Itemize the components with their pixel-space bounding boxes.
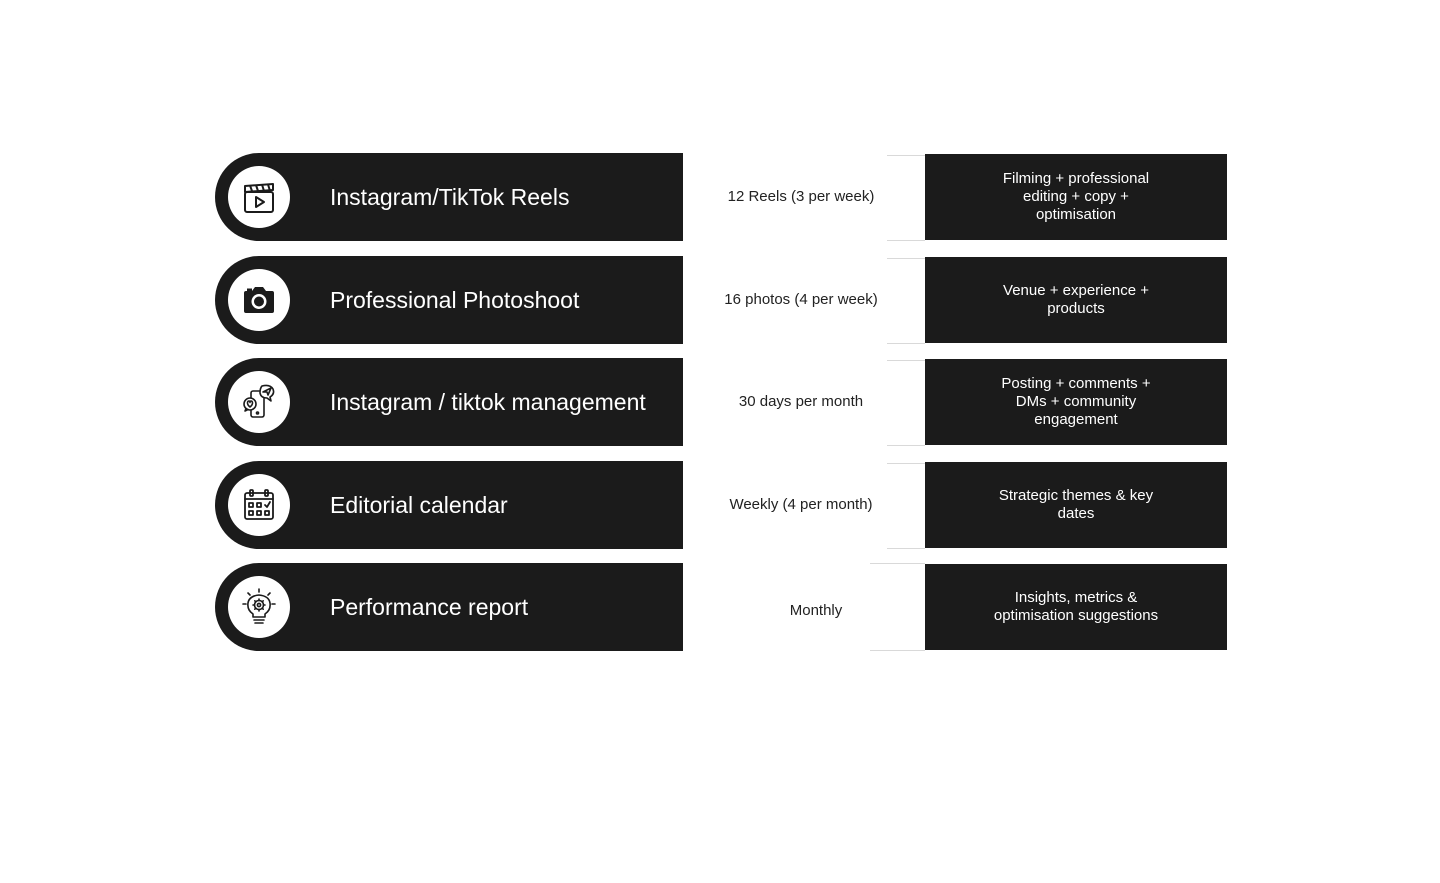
- service-details: [925, 564, 1227, 650]
- service-pill: [215, 461, 683, 549]
- service-details: [925, 462, 1227, 548]
- divider-line: [870, 563, 925, 564]
- service-title: Professional Photoshoot: [330, 286, 580, 313]
- social-phone-icon: [239, 382, 279, 422]
- service-details-text: Venue + experience + products: [1003, 282, 1149, 317]
- divider-line: [887, 548, 925, 549]
- service-frequency: 12 Reels (3 per week): [727, 188, 875, 205]
- service-details-text: Filming + professional editing + copy + optimisation: [1002, 170, 1150, 223]
- service-title: Instagram / tiktok management: [330, 388, 646, 415]
- service-details: [925, 154, 1227, 240]
- icon-badge: [228, 269, 290, 331]
- service-row-report: [215, 563, 1227, 651]
- service-pill: [215, 256, 683, 344]
- service-row-management: [215, 358, 1227, 446]
- service-details-text: Posting + comments + DMs + community engagement: [1001, 375, 1151, 428]
- service-title: Performance report: [330, 593, 529, 620]
- divider-line: [887, 463, 925, 464]
- divider-line: [887, 240, 925, 241]
- service-title: Editorial calendar: [330, 491, 508, 518]
- service-details: [925, 257, 1227, 343]
- divider-line: [887, 155, 925, 156]
- service-frequency: Weekly (4 per month): [729, 496, 873, 513]
- service-row-reels: [215, 153, 1227, 241]
- service-details: [925, 359, 1227, 445]
- service-details-text: Insights, metrics & optimisation suggestions: [993, 589, 1159, 624]
- calendar-icon: [239, 485, 279, 525]
- service-frequency: 16 photos (4 per week): [724, 291, 878, 308]
- service-row-calendar: [215, 461, 1227, 549]
- divider-line: [887, 258, 925, 259]
- service-frequency: 30 days per month: [738, 393, 864, 410]
- clapperboard-icon: [239, 177, 279, 217]
- service-frequency: Monthly: [789, 602, 843, 619]
- divider-line: [887, 445, 925, 446]
- icon-badge: [228, 371, 290, 433]
- icon-badge: [228, 166, 290, 228]
- icon-badge: [228, 576, 290, 638]
- service-row-photoshoot: [215, 256, 1227, 344]
- service-title: Instagram/TikTok Reels: [330, 183, 570, 210]
- divider-line: [887, 360, 925, 361]
- service-pill: [215, 563, 683, 651]
- service-pill: [215, 358, 683, 446]
- lightbulb-gear-icon: [239, 587, 279, 627]
- divider-line: [870, 650, 925, 651]
- service-details-text: Strategic themes & key dates: [998, 487, 1154, 522]
- icon-badge: [228, 474, 290, 536]
- camera-icon: [239, 280, 279, 320]
- divider-line: [887, 343, 925, 344]
- service-pill: [215, 153, 683, 241]
